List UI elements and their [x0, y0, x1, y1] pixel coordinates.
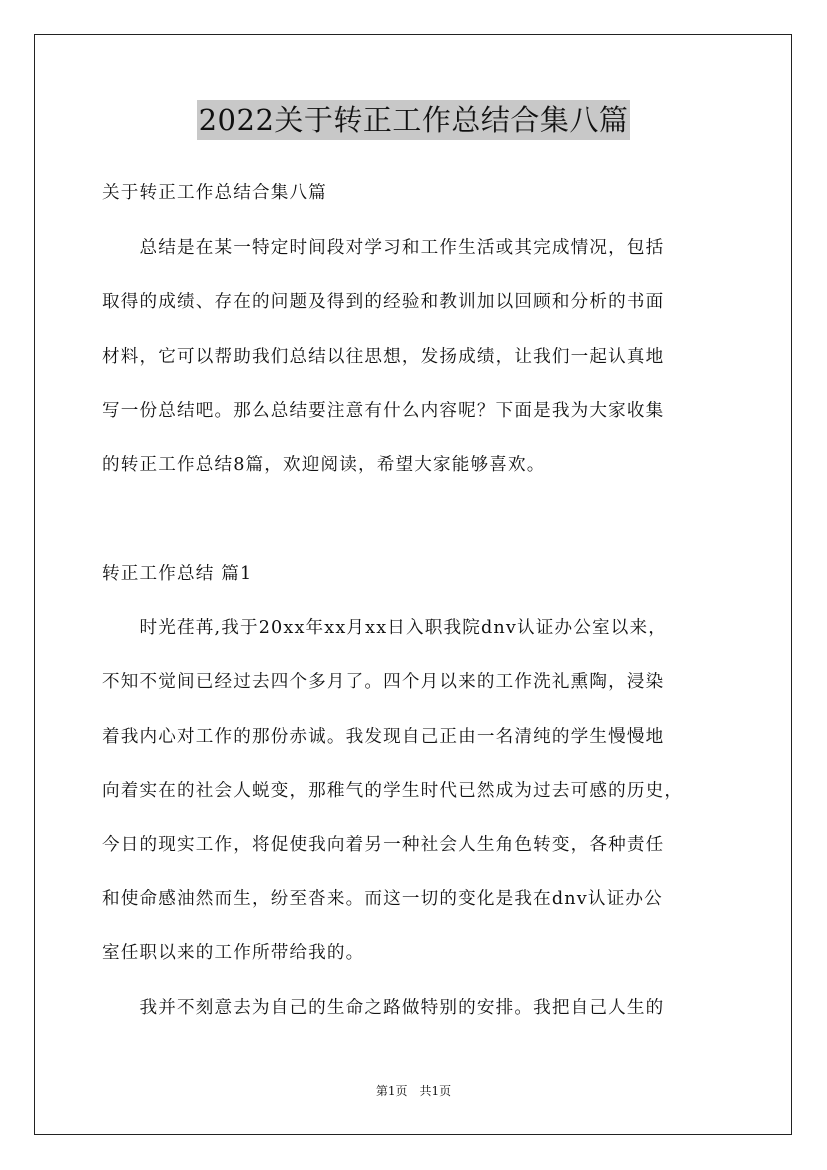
- intro-line: 总结是在某一特定时间段对学习和工作生活或其完成情况，包括: [102, 238, 665, 258]
- section-line: 着我内心对工作的那份赤诚。我发现自己正由一名清纯的学生慢慢地: [102, 727, 665, 747]
- intro-line: 取得的成绩、存在的问题及得到的经验和教训加以回顾和分析的书面: [102, 292, 665, 312]
- section-line: 室任职以来的工作所带给我的。: [102, 943, 365, 963]
- intro-line: 的转正工作总结8篇，欢迎阅读，希望大家能够喜欢。: [102, 455, 546, 475]
- section-line: 时光荏苒,我于20xx年xx月xx日入职我院dnv认证办公室以来，: [102, 618, 667, 638]
- section-heading: 转正工作总结 篇1: [102, 564, 253, 584]
- intro-line: 写一份总结吧。那么总结要注意有什么内容呢？下面是我为大家收集: [102, 401, 665, 421]
- intro-line: 材料，它可以帮助我们总结以往思想，发扬成绩，让我们一起认真地: [102, 347, 665, 367]
- section-line: 向着实在的社会人蜕变，那稚气的学生时代已然成为过去可感的历史，: [102, 781, 684, 801]
- section-line: 和使命感油然而生，纷至沓来。而这一切的变化是我在dnv认证办公: [102, 889, 663, 909]
- section-line: 不知不觉间已经过去四个多月了。四个月以来的工作洗礼熏陶，浸染: [102, 672, 665, 692]
- section-line: 今日的现实工作，将促使我向着另一种社会人生角色转变，各种责任: [102, 835, 665, 855]
- document-subtitle: 关于转正工作总结合集八篇: [102, 183, 327, 203]
- title-container: [0, 100, 827, 140]
- document-title: 2022关于转正工作总结合集八篇: [197, 100, 631, 140]
- paragraph-line: 我并不刻意去为自己的生命之路做特别的安排。我把自己人生的: [102, 998, 665, 1018]
- page-number: 第1页 共1页: [375, 1084, 452, 1098]
